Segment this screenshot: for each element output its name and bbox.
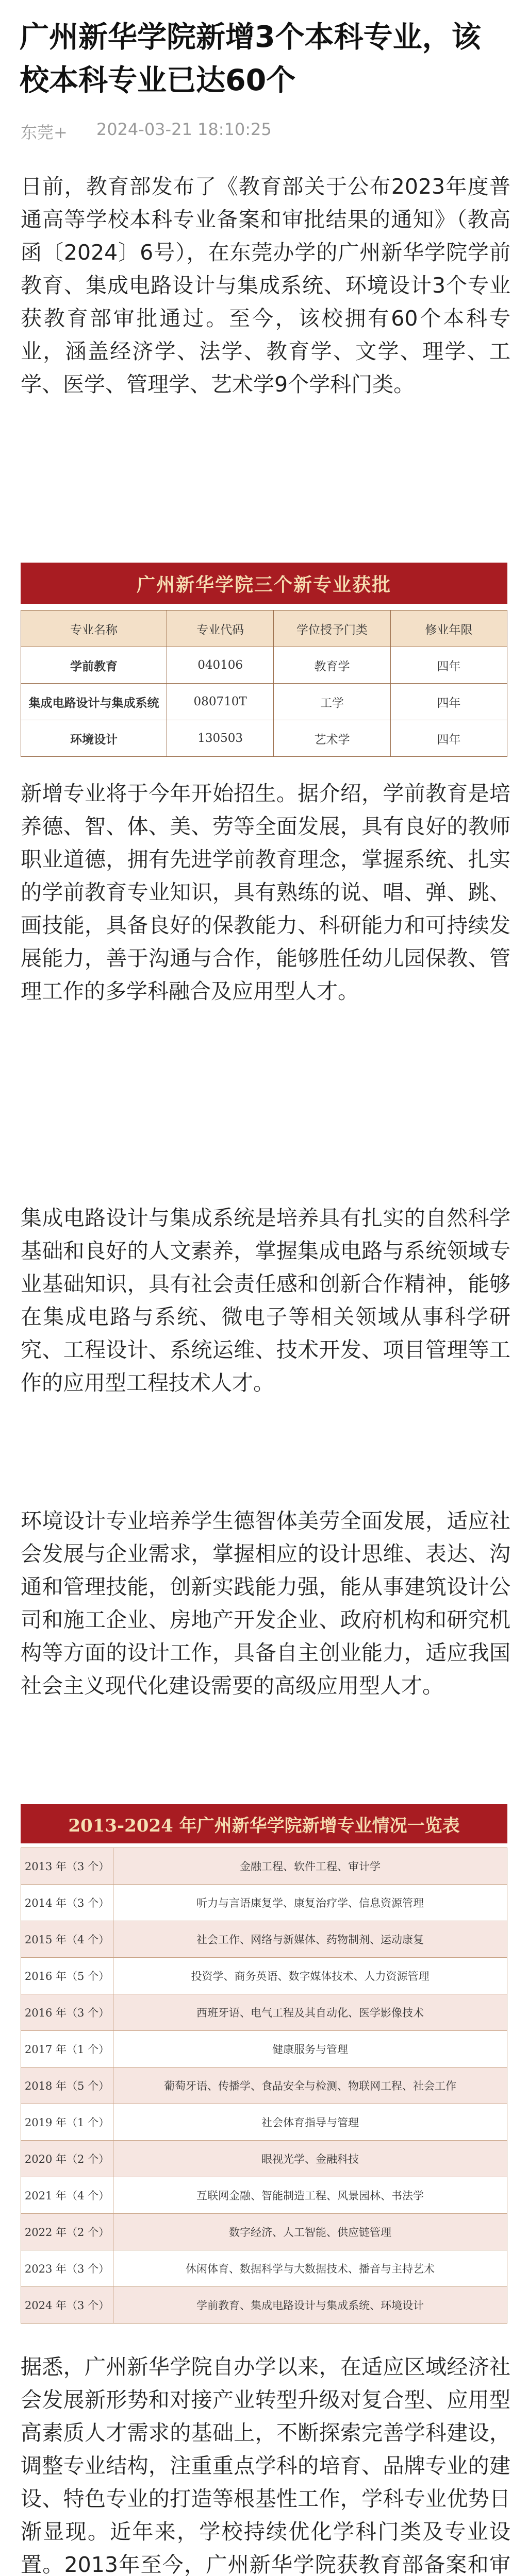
article-meta [21, 120, 272, 143]
header-cell: 专业名称 [21, 611, 167, 647]
majors-cell: 数字经济、人工智能、供应链管理 [113, 2214, 507, 2250]
header-cell: 学位授予门类 [274, 611, 390, 647]
majors-cell: 眼视光学、金融科技 [113, 2141, 507, 2177]
table-cell: 教育学 [274, 647, 390, 684]
year-cell: 2018 年（5 个） [21, 2067, 113, 2104]
header-cell: 专业代码 [167, 611, 273, 647]
year-cell: 2021 年（4 个） [21, 2177, 113, 2214]
new-majors-grid [21, 610, 507, 757]
table-cell: 四年 [390, 684, 507, 720]
table-row [21, 684, 507, 720]
majors-cell: 西班牙语、电气工程及其自动化、医学影像技术 [113, 1994, 507, 2031]
table-row [21, 2177, 507, 2214]
new-majors-table [21, 563, 507, 759]
majors-cell: 休闲体育、数据科学与大数据技术、播音与主持艺术 [113, 2250, 507, 2287]
article-title: 广州新华学院新增3个本科专业，该校本科专业已达60个 [20, 20, 481, 97]
table-row [21, 2141, 507, 2177]
year-cell: 2015 年（4 个） [21, 1921, 113, 1958]
article-timestamp: 2024-03-21 18:10:25 [96, 120, 272, 139]
table-row [21, 2214, 507, 2250]
majors-cell: 学前教育、集成电路设计与集成系统、环境设计 [113, 2287, 507, 2324]
header-cell: 修业年限 [390, 611, 507, 647]
table-cell: 080710T [167, 684, 273, 720]
table-cell: 工学 [274, 684, 390, 720]
majors-cell: 社会体育指导与管理 [113, 2104, 507, 2141]
majors-history-table [21, 1804, 507, 2332]
table-cell: 集成电路设计与集成系统 [21, 684, 167, 720]
majors-cell: 健康服务与管理 [113, 2031, 507, 2067]
year-cell: 2022 年（2 个） [21, 2214, 113, 2250]
table-cell: 四年 [390, 720, 507, 757]
majors-history-table-title: 2013-2024 年广州新华学院新增专业情况一览表 [21, 1804, 507, 1843]
year-cell: 2024 年（3 个） [21, 2287, 113, 2324]
year-cell: 2023 年（3 个） [21, 2250, 113, 2287]
majors-cell: 互联网金融、智能制造工程、风景园林、书法学 [113, 2177, 507, 2214]
table-row [21, 1994, 507, 2031]
table-row [21, 720, 507, 757]
year-cell: 2020 年（2 个） [21, 2141, 113, 2177]
new-majors-table-title: 广州新华学院三个新专业获批 [21, 563, 507, 604]
paragraph-summary: 据悉，广州新华学院自办学以来，在适应区域经济社会发展新形势和对接产业转型升级对复合型、应用型高素质人才需求的基础上，不断探索完善学科建设，调整专业结构，注重重点学科的培育、品牌专业的建设、特色专业的打造等根基性工作，学科专业优势日渐显现。近年来，学校持续优化学科门类及专业设置。2013年至今，广州新华学院获教育部备案和审 [21, 2354, 510, 2576]
table-row [21, 2031, 507, 2067]
year-cell: 2017 年（1 个） [21, 2031, 113, 2067]
majors-cell: 投资学、商务英语、数字媒体技术、人力资源管理 [113, 1958, 507, 1994]
table-row [21, 2067, 507, 2104]
majors-cell: 社会工作、网络与新媒体、药物制剂、运动康复 [113, 1921, 507, 1958]
table-row [21, 2250, 507, 2287]
paragraph-intro: 日前，教育部发布了《教育部关于公布2023年度普通高等学校本科专业备案和审批结果的通知》（教高函〔2024〕6号），在东莞办学的广州新华学院学前教育、集成电路设计与集成系统、环境设计3个专业获教育部审批通过。至今，该校拥有60个本科专业，涵盖经济学、法学、教育学、文学、理学、工学、医学、管理学、艺术学9个学科门类。 [21, 174, 510, 397]
year-cell: 2013 年（3 个） [21, 1848, 113, 1885]
table-row [21, 1848, 507, 1885]
year-cell: 2014 年（3 个） [21, 1885, 113, 1921]
table-row [21, 1885, 507, 1921]
paragraph-env-design: 环境设计专业培养学生德智体美劳全面发展，适应社会发展与企业需求，掌握相应的设计思维、表达、沟通和管理技能，创新实践能力强，能从事建筑设计公司和施工企业、房地产开发企业、政府机构和研究机构等方面的设计工作，具备自主创业能力，适应我国社会主义现代化建设需要的高级应用型人才。 [21, 1509, 510, 1698]
table-cell: 040106 [167, 647, 273, 684]
table-header-row [21, 611, 507, 647]
table-row [21, 1958, 507, 1994]
article-source[interactable]: 东莞+ [21, 123, 68, 142]
year-cell: 2019 年（1 个） [21, 2104, 113, 2141]
year-cell: 2016 年（3 个） [21, 1994, 113, 2031]
table-row [21, 647, 507, 684]
table-cell: 学前教育 [21, 647, 167, 684]
table-cell: 环境设计 [21, 720, 167, 757]
paragraph-preschool: 新增专业将于今年开始招生。据介绍，学前教育是培养德、智、体、美、劳等全面发展，具有良好的教师职业道德，拥有先进学前教育理念，掌握系统、扎实的学前教育专业知识，具有熟练的说、唱、弹、跳、画技能，具备良好的保教能力、科研能力和可持续发展能力，善于沟通与合作，能够胜任幼儿园保教、管理工作的多学科融合及应用型人才。 [21, 781, 510, 1004]
table-row [21, 1921, 507, 1958]
majors-cell: 金融工程、软件工程、审计学 [113, 1848, 507, 1885]
table-row [21, 2104, 507, 2141]
table-row [21, 2287, 507, 2324]
table-cell: 四年 [390, 647, 507, 684]
table-cell: 艺术学 [274, 720, 390, 757]
paragraph-ic-design: 集成电路设计与集成系统是培养具有扎实的自然科学基础和良好的人文素养，掌握集成电路与系统领域专业基础知识，具有社会责任感和创新合作精神，能够在集成电路与系统、微电子等相关领域从事科学研究、工程设计、系统运维、技术开发、项目管理等工作的应用型工程技术人才。 [21, 1206, 510, 1395]
majors-cell: 听力与言语康复学、康复治疗学、信息资源管理 [113, 1885, 507, 1921]
year-cell: 2016 年（5 个） [21, 1958, 113, 1994]
table-cell: 130503 [167, 720, 273, 757]
majors-cell: 葡萄牙语、传播学、食品安全与检测、物联网工程、社会工作 [113, 2067, 507, 2104]
majors-history-grid [21, 1848, 507, 2324]
